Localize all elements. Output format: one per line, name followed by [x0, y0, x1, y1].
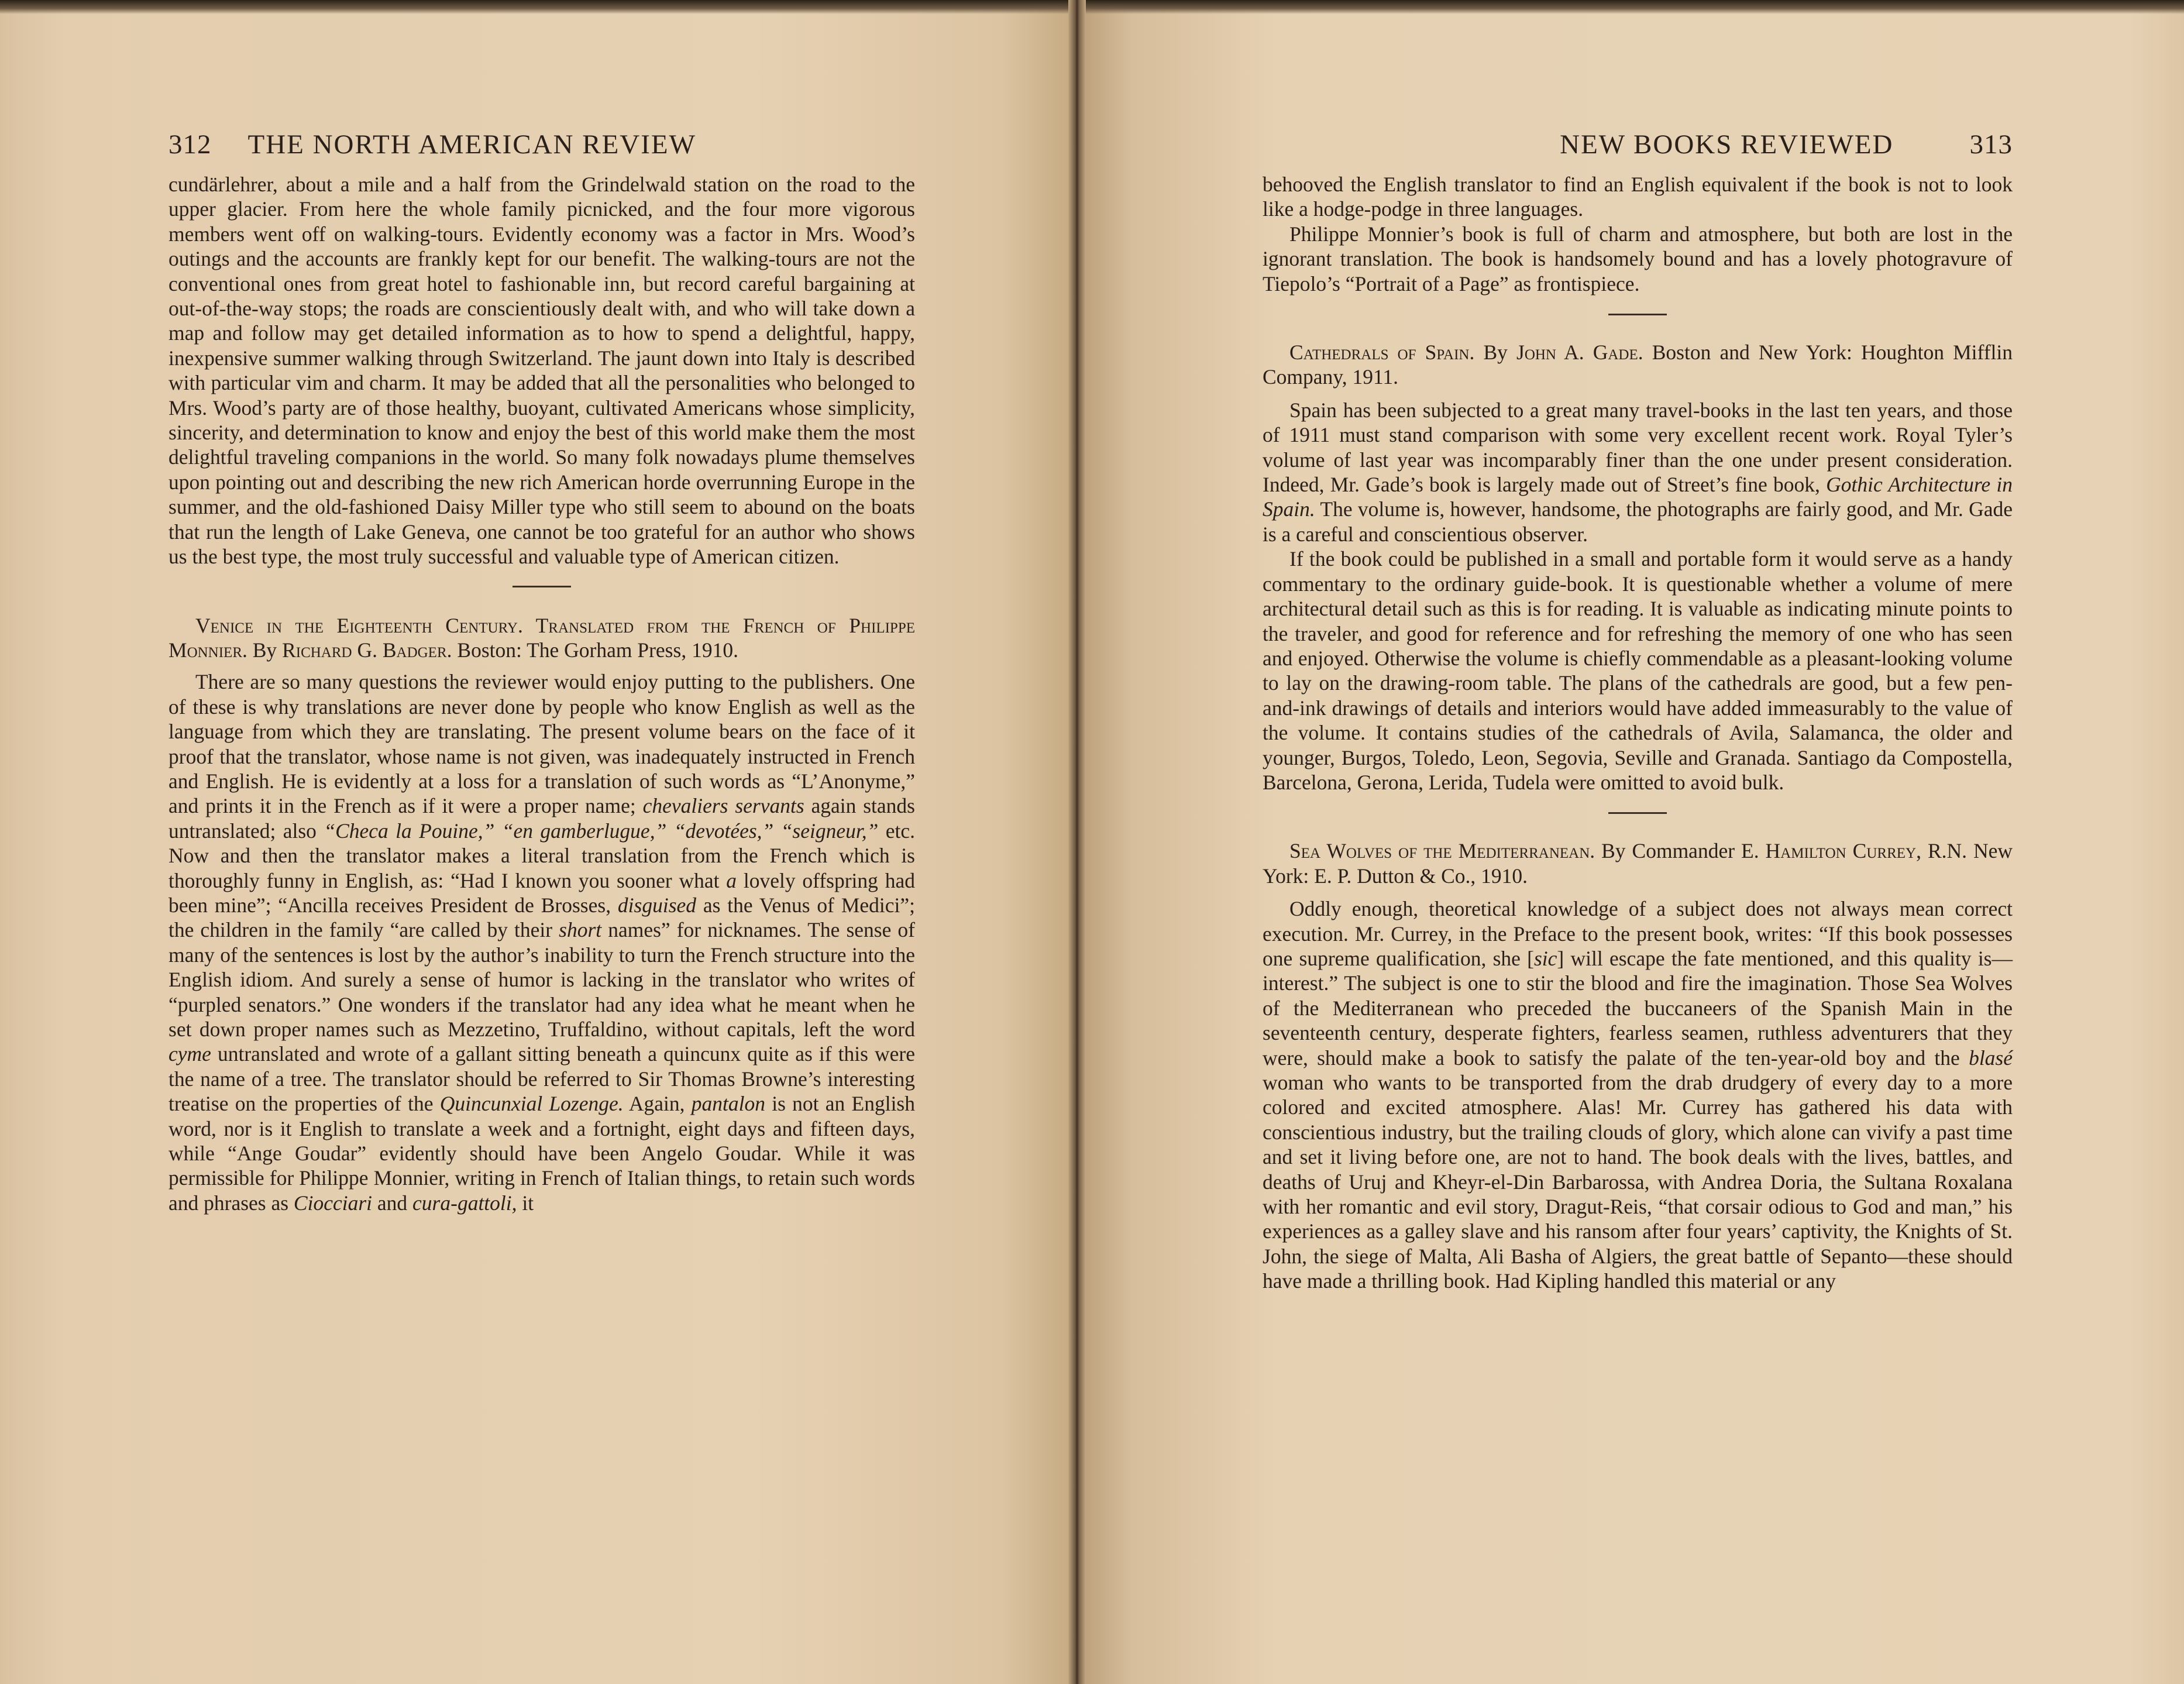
by-label: By [252, 638, 277, 662]
italic-run: cyme [168, 1042, 211, 1066]
italic-run: Gothic Architecture in Spain. [1263, 473, 2013, 521]
book-title: Sea Wolves of the Mediterranean. [1289, 839, 1595, 863]
italic-run: short [559, 918, 602, 942]
review-heading-cathedrals [1263, 340, 2013, 390]
text-run: Oddly enough, theoretical knowledge of a subject does not always mean correct execution. Mr. Currey, in the Preface to the present book, writes: “If this book possesses one supreme qualification, she [ [1263, 897, 2013, 970]
text-run: and [372, 1191, 413, 1215]
book-publisher: R.N. New York: E. P. Dutton & Co., 1910. [1263, 839, 2013, 888]
italic-run: sic [1533, 946, 1557, 970]
italic-run: chevaliers servants [642, 794, 804, 818]
text-run: ] will escape the fate mentioned, and this quality is—interest.” The subject is one to stir the blood and fire the imagination. Those Sea Wolves of the Mediterranean who preceded the buccaneers of the Spanish Main in the seventeenth century, desperate fighters, fearless seamen, ruthless adventurers that they were, should make a book to satisfy the palate of the ten-year-old boy and the [1263, 946, 2013, 1070]
paragraph: Philippe Monnier’s book is full of charm and atmosphere, but both are lost in the ignorant translation. The book is handsomely bound and has a lovely photogravure of Tiepolo’s “Portrait of a Page” as frontispiece. [1263, 222, 2013, 295]
left-text-column [168, 129, 915, 1215]
book-author: John A. Gade. [1516, 341, 1643, 365]
text-run: is not an English word, nor is it English to translate a week and a fortnight, eight days and fifteen days, while “Ange Goudar” evidently should have been Angelo Goudar. While it was permissible for Philippe Monnier, writing in French of Italian things, to retain such words and phrases as [168, 1092, 915, 1215]
text-run: it [517, 1191, 534, 1215]
review-paragraph-cathedrals-2: If the book could be published in a small and portable form it would serve as a handy commentary to the ordinary guide-book. It is questionable whether a volume of mere architectural detail such as this is for reading. It is valuable as indicating minute points to the traveler, and good for reference and for refreshing the memory of one who has seen and enjoyed. Otherwise the volume is chiefly commendable as a pleasant-looking volume to lay on the drawing-room table. The plans of the cathedrals are good, but a few pen-and-ink drawings of details and interiors would have added immeasurably to the value of the volume. It contains studies of the cathedrals of Avila, Salamanca, the older and younger, Burgos, Toledo, Leon, Segovia, Seville and Granada. Santiago da Compostella, Barcelona, Gerona, Lerida, Tudela were omitted to avoid bulk. [1263, 547, 2013, 794]
review-paragraph-venice [168, 669, 915, 1215]
running-title-right: NEW BOOKS REVIEWED [1560, 129, 1894, 160]
continued-paragraph: behooved the English translator to find an English equivalent if the book is not to look like a hodge-podge in three languages. [1263, 173, 2013, 221]
review-heading-venice [168, 613, 915, 663]
text-run: again stands untranslated; also [168, 794, 915, 843]
book-title: Venice in the Eighteenth Century. Translated from the French of Philippe Monnier. [168, 613, 915, 662]
book-gutter [1068, 0, 1086, 1684]
text-run: Spain has been subjected to a great many travel-books in the last ten years, and those of 1911 must stand comparison with some very excellent recent work. Royal Tyler’s volume of last year was incomparably finer than the one under present consideration. Indeed, Mr. Gade’s book is largely made out of Street’s fine book, [1263, 398, 2013, 497]
book-title: Cathedrals of Spain. [1289, 341, 1475, 365]
running-title-left: THE NORTH AMERICAN REVIEW [247, 129, 696, 160]
text-run: as the Venus of Medici”; the children in the family “are called by their [168, 893, 915, 942]
text-run: The volume is, however, handsome, the photographs are fairly good, and Mr. Gade is a careful and conscientious observer. [1263, 497, 2013, 546]
book-publisher: Boston and New York: Houghton Mifflin Company, 1911. [1263, 341, 2013, 389]
italic-run: cura-gattoli, [412, 1191, 517, 1215]
text-run: woman who wants to be transported from the drab drudgery of every day to a more colored and excited atmosphere. Alas! Mr. Currey has gathered his data with conscientious industry, but the trailing clouds of glory, which alone can vivify a past time and set it living before one, are not to hand. The book deals with the lives, battles, and deaths of Uruj and Kheyr-el-Din Barbarossa, with Andrea Doria, the Sultana Roxalana with her romantic and evil story, Dragut-Reis, “that corsair odious to God and man,” his experiences as a galley slave and his ransom after four years’ captivity, the Knights of St. John, the siege of Malta, Ali Basha of Algiers, the great battle of Sepanto—these should have made a thrilling book. Had Kipling handled this material or any [1263, 1071, 2013, 1293]
italic-run: disguised [617, 893, 697, 917]
right-running-head [1263, 129, 2013, 165]
review-paragraph-cathedrals-1 [1263, 398, 2013, 547]
italic-run: a [726, 868, 737, 892]
text-run: names” for nicknames. The sense of many of the sentences is lost by the author’s inability to turn the French structure into the English idiom. And surely a sense of humor is lacking in the translator who writes of “purpled senators.” One wonders if the translator had any idea what he meant when he set down proper names such as Mezzetino, Truffaldino, without capitals, left the word [168, 918, 915, 1041]
italic-run: Quincunxial Lozenge. [439, 1092, 624, 1116]
left-running-head [168, 129, 915, 165]
continued-paragraph: cundärlehrer, about a mile and a half from the Grindelwald station on the road to the upper glacier. From here the whole family picnicked, and the four more vigorous members went off on walking-tours. Evidently economy was a factor in Mrs. Wood’s outings and the accounts are frankly kept for our benefit. The walking-tours are not the conventional ones from great hotel to fashionable inn, but record careful bargaining at out-of-the-way stops; the roads are conscientiously dealt with, and who will take down a map and follow may get detailed information as to how to spend a delightful, happy, inexpensive summer walking through Switzerland. The jaunt down into Italy is described with particular vim and charm. It may be added that all the personalities who belonged to Mrs. Wood’s party are of those healthy, buoyant, cultivated Americans whose simplicity, sincerity, and determination to know and enjoy the best of this world make them the most delightful traveling companions in the world. So many folk nowadays plume themselves upon pointing out and describing the new rich American horde overrunning Europe in the summer, and the old-fashioned Daisy Miller type who still seem to abound on the boats that run the length of Lake Geneva, one cannot be too grateful for an author who shows us the best type, the most truly successful and valuable type of American citizen. [168, 173, 915, 569]
book-author: Richard G. Badger. [282, 638, 452, 662]
text-run: untranslated and wrote of a gallant sitting beneath a quincunx quite as if this were the name of a tree. The translator should be referred to Sir Thomas Browne’s interesting treatise on the properties of the [168, 1042, 915, 1116]
page-top-edge [0, 0, 1076, 14]
italic-run: “Checa la Pouine,” “en gamberlugue,” “devotées,” “seigneur,” [324, 819, 879, 843]
left-page [0, 0, 1076, 1684]
right-page [1076, 0, 2184, 1684]
page-top-edge [1076, 0, 2184, 14]
text-run: lovely offspring had been mine”; “Ancilla receives President de Brosses, [168, 868, 915, 917]
italic-run: Ciocciari [293, 1191, 373, 1215]
italic-run: blasé [1969, 1046, 2013, 1070]
page-number-right: 313 [1969, 129, 2013, 160]
by-label: By Commander [1601, 839, 1735, 863]
review-heading-sea-wolves [1263, 838, 2013, 888]
page-number-left: 312 [168, 129, 212, 160]
text-run: Again, [623, 1092, 692, 1116]
review-paragraph-sea-wolves [1263, 896, 2013, 1294]
right-text-column [1263, 129, 2013, 1294]
book-publisher: Boston: The Gorham Press, 1910. [457, 638, 738, 662]
italic-run: pantalon [691, 1092, 766, 1116]
text-run: There are so many questions the reviewer would enjoy putting to the publishers. One of these is why translations are never done by people who know English as well as the language from which they are translating. The present volume bears on the face of it proof that the translator, whose name is not given, was inadequately instructed in French and English. He is evidently at a loss for a translation of such words as “L’Anonyme,” and prints it in the French as if it were a proper name; [168, 670, 915, 818]
by-label: By [1483, 341, 1508, 365]
book-author: E. Hamilton Currey, [1741, 839, 1921, 863]
text-run: etc. Now and then the translator makes a literal translation from the French which is thoroughly funny in English, as: “Had I known you sooner what [168, 819, 915, 892]
